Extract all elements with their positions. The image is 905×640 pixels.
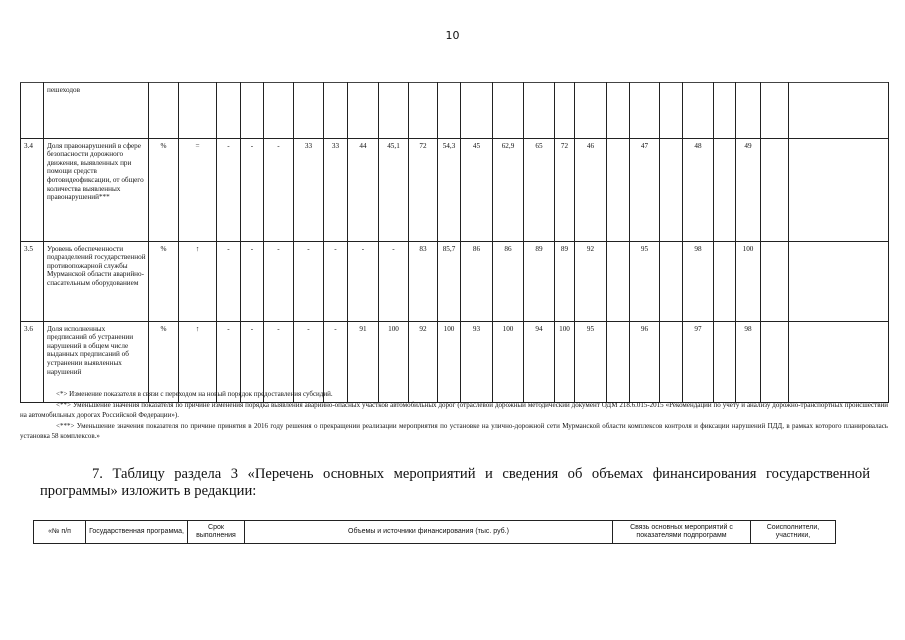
finance-table-header-row <box>34 521 836 544</box>
trend-cell: ↑ <box>179 321 217 402</box>
value-cell: 89 <box>524 241 555 321</box>
value-cell <box>660 138 683 241</box>
value-cell: 72 <box>409 138 438 241</box>
section-7-heading <box>40 466 870 500</box>
section-7-text: 7. Таблицу раздела 3 «Перечень основных мероприятий и сведения об объемах финансирования государственной программы» изложить в редакции: <box>40 466 870 499</box>
value-cell: 96 <box>630 321 660 402</box>
value-cell <box>379 83 409 139</box>
value-cell: 97 <box>683 321 714 402</box>
value-cell: 92 <box>409 321 438 402</box>
value-cell <box>761 241 789 321</box>
value-cell <box>555 83 575 139</box>
value-cell <box>630 83 660 139</box>
value-cell: 94 <box>524 321 555 402</box>
value-cell <box>524 83 555 139</box>
value-cell <box>461 83 493 139</box>
value-cell: 54,3 <box>438 138 461 241</box>
unit-cell: % <box>149 138 179 241</box>
value-cell: - <box>264 138 294 241</box>
trend-cell: = <box>179 138 217 241</box>
value-cell <box>761 83 789 139</box>
value-cell <box>660 83 683 139</box>
value-cell <box>294 83 324 139</box>
value-cell <box>736 83 761 139</box>
finance-table <box>33 520 836 544</box>
value-cell: 49 <box>736 138 761 241</box>
value-cell <box>607 138 630 241</box>
footnote-1: <*> Изменение показателя в связи с переходом на новый порядок предоставления субсидий. <box>56 390 333 398</box>
value-cell <box>660 241 683 321</box>
value-cell: - <box>294 321 324 402</box>
value-cell: 44 <box>348 138 379 241</box>
value-cell: 33 <box>294 138 324 241</box>
value-cell <box>217 83 241 139</box>
value-cell: - <box>217 241 241 321</box>
indicator-table <box>20 82 889 403</box>
value-cell: 65 <box>524 138 555 241</box>
header-coexecutors: Соисполнители, участники, <box>751 521 836 544</box>
value-cell: - <box>241 321 264 402</box>
value-cell: 98 <box>683 241 714 321</box>
value-cell <box>409 83 438 139</box>
value-cell: 98 <box>736 321 761 402</box>
value-cell <box>683 83 714 139</box>
value-cell <box>348 83 379 139</box>
value-cell <box>607 241 630 321</box>
value-cell: 89 <box>555 241 575 321</box>
table-row <box>21 83 889 139</box>
value-cell <box>241 83 264 139</box>
value-cell <box>714 138 736 241</box>
page-number: 10 <box>445 29 460 42</box>
value-cell: - <box>379 241 409 321</box>
value-cell: 92 <box>575 241 607 321</box>
value-cell <box>607 83 630 139</box>
unit-cell: % <box>149 321 179 402</box>
value-cell: 93 <box>461 321 493 402</box>
footnote-3: <***> Уменьшение значения показателя по причине принятия в 2016 году решения о прекращении реализации мероприятия по установке на улично-дорожной сети Мурманской области комплексов контроля и фиксации нарушений ПДД, в рамках которого планировалась установка 58 комплексов.» <box>20 421 888 440</box>
indicator-name: Уровень обеспеченности подразделений государственной противопожарной службы Мурманской области аварийно-спасательным оборудованием <box>44 241 149 321</box>
value-cell: 100 <box>555 321 575 402</box>
value-cell: - <box>241 241 264 321</box>
value-cell <box>575 83 607 139</box>
value-cell: 100 <box>379 321 409 402</box>
value-cell: - <box>324 241 348 321</box>
header-link: Связь основных мероприятий с показателями подпрограмм <box>613 521 751 544</box>
value-cell: - <box>348 241 379 321</box>
value-cell: 100 <box>493 321 524 402</box>
value-cell <box>438 83 461 139</box>
value-cell: - <box>264 241 294 321</box>
value-cell <box>789 83 889 139</box>
header-term: Срок выполнения <box>188 521 245 544</box>
value-cell: 91 <box>348 321 379 402</box>
footnote-2: <**> Уменьшение значения показателя по причине изменения порядка выявления аварийно-опасных участков автомобильных дорог (отраслевой дорожный методический документ ОДМ 218.6.015-2015 «Рекомендации по учёту и анализу дорожно-транспортных происшествий на автомобильных дорогах Российской Федерации»). <box>20 400 888 419</box>
value-cell: 100 <box>438 321 461 402</box>
value-cell: 47 <box>630 138 660 241</box>
value-cell <box>714 83 736 139</box>
value-cell: 86 <box>461 241 493 321</box>
unit-cell <box>149 83 179 139</box>
header-funding: Объемы и источники финансирования (тыс. руб.) <box>245 521 613 544</box>
value-cell: - <box>217 138 241 241</box>
table-row <box>21 241 889 321</box>
value-cell <box>264 83 294 139</box>
footnotes <box>20 389 888 442</box>
row-number <box>21 83 44 139</box>
indicator-name: Доля исполненных предписаний об устранении нарушений в общем числе выданных предписаний об устранении выявленных нарушений <box>44 321 149 402</box>
row-number: 3.4 <box>21 138 44 241</box>
value-cell: 72 <box>555 138 575 241</box>
value-cell: 48 <box>683 138 714 241</box>
header-num: «№ п/п <box>34 521 86 544</box>
header-program: Государственная программа, <box>86 521 188 544</box>
value-cell <box>789 138 889 241</box>
value-cell <box>761 138 789 241</box>
value-cell: 46 <box>575 138 607 241</box>
value-cell: 95 <box>630 241 660 321</box>
row-number: 3.5 <box>21 241 44 321</box>
value-cell: - <box>264 321 294 402</box>
value-cell <box>324 83 348 139</box>
value-cell: 33 <box>324 138 348 241</box>
value-cell <box>789 241 889 321</box>
value-cell: 95 <box>575 321 607 402</box>
value-cell: - <box>324 321 348 402</box>
value-cell: 83 <box>409 241 438 321</box>
value-cell: 45,1 <box>379 138 409 241</box>
value-cell: - <box>217 321 241 402</box>
indicator-name: Доля правонарушений в сфере безопасности дорожного движения, выявленных при помощи средств фотовидеофиксации, от общего количества выявленных правонарушений*** <box>44 138 149 241</box>
value-cell <box>714 241 736 321</box>
unit-cell: % <box>149 241 179 321</box>
value-cell <box>493 83 524 139</box>
indicator-name: пешеходов <box>44 83 149 139</box>
value-cell: 100 <box>736 241 761 321</box>
value-cell: - <box>241 138 264 241</box>
value-cell: 45 <box>461 138 493 241</box>
value-cell: 62,9 <box>493 138 524 241</box>
value-cell: 85,7 <box>438 241 461 321</box>
table-row <box>21 138 889 241</box>
value-cell: 86 <box>493 241 524 321</box>
value-cell: - <box>294 241 324 321</box>
trend-cell: ↑ <box>179 241 217 321</box>
row-number: 3.6 <box>21 321 44 402</box>
trend-cell <box>179 83 217 139</box>
